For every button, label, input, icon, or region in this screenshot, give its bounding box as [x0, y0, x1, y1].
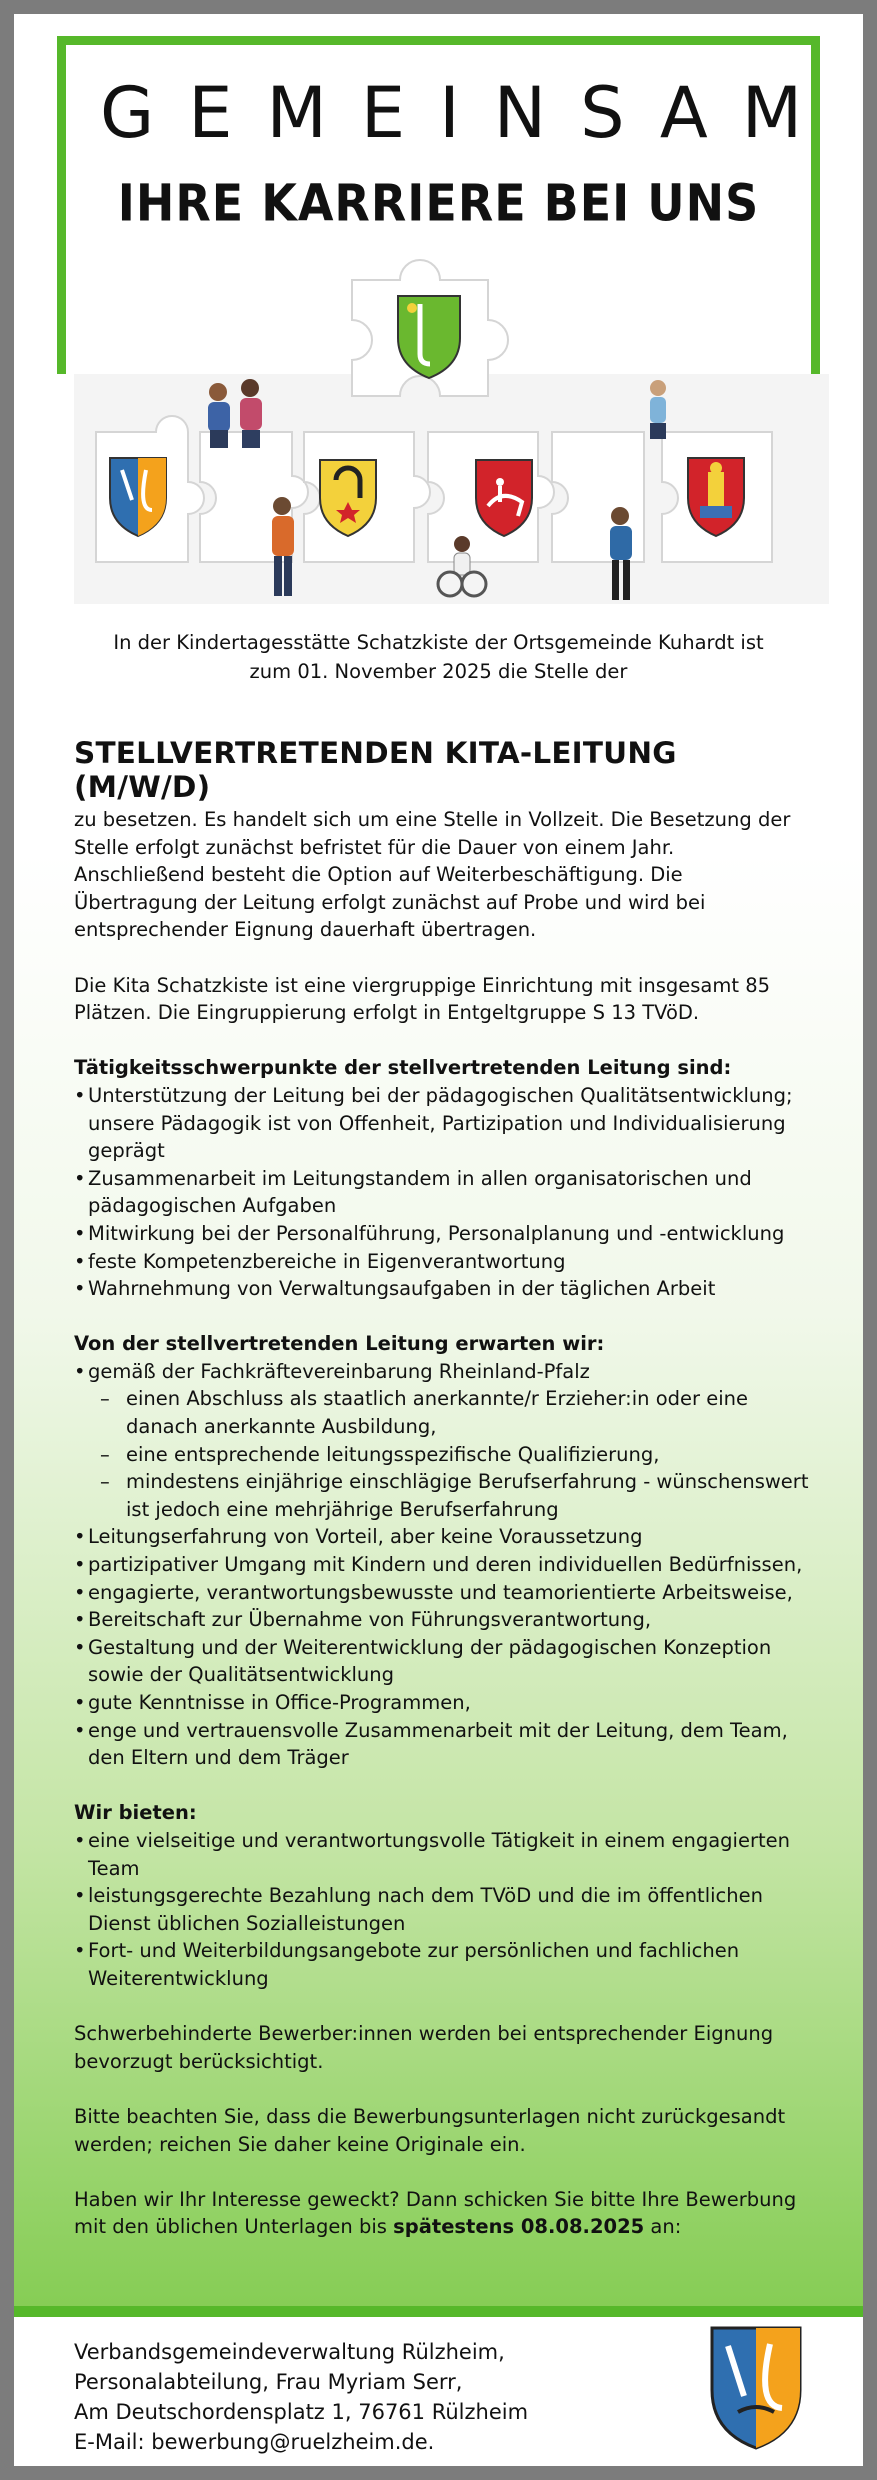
job-advert-page [14, 14, 863, 2466]
apply-note [74, 2186, 809, 2241]
list-item: • gute Kenntnisse in Office-Programmen, [74, 1689, 809, 1717]
list-item: • Leitungserfahrung von Vorteil, aber keine Voraussetzung [74, 1523, 809, 1551]
list-item: • enge und vertrauensvolle Zusammenarbeit mit der Leitung, dem Team, den Eltern und dem Träger [74, 1717, 809, 1772]
intro-line-1: In der Kindertagesstätte Schatzkiste der Ortsgemeinde Kuhardt ist [113, 631, 764, 654]
sublist-item: – einen Abschluss als staatlich anerkannte/r Erzieher:in oder eine danach anerkannte Ausbildung, [88, 1385, 809, 1440]
job-headline: STELLVERTRETENDEN KITA-LEITUNG (M/W/D) [74, 736, 677, 804]
disability-note: Schwerbehinderte Bewerber:innen werden bei entsprechender Eignung bevorzugt berücksichtigt. [74, 2022, 774, 2073]
list-item: • Mitwirkung bei der Personalführung, Personalplanung und -entwicklung [74, 1220, 809, 1248]
contact-email[interactable]: E-Mail: bewerbung@ruelzheim.de. [74, 2430, 435, 2454]
contact-address [74, 2337, 674, 2457]
contact-line-1: Verbandsgemeindeverwaltung Rülzheim, [74, 2340, 505, 2364]
paragraph-kita: Die Kita Schatzkiste ist eine viergruppige Einrichtung mit insgesamt 85 Plätzen. Die Eingruppierung erfolgt in Entgeltgruppe S 13 TVöD. [74, 973, 771, 1025]
list-item: • partizipativer Umgang mit Kindern und deren individuellen Bedürfnissen, [74, 1551, 809, 1579]
footer-divider [14, 2306, 863, 2317]
tasks-list [74, 1082, 809, 1303]
list-item: • Unterstützung der Leitung bei der pädagogischen Qualitätsentwicklung; unsere Pädagogik ist von Offenheit, Partizipation und Individualisierung geprägt [74, 1082, 809, 1165]
page-title: GEMEINSAM [100, 72, 837, 154]
paragraph-position: zu besetzen. Es handelt sich um eine Stelle in Vollzeit. Die Besetzung der Stelle erfolgt zunächst befristet für die Dauer von einem Jahr. Anschließend besteht die Option auf Weiterbeschäftigung. Die Übertragung der Leitung erfolgt zunächst auf Probe und wird bei entsprechender Eignung dauerhaft übertragen. [74, 808, 791, 942]
requirements-sublist [88, 1385, 809, 1523]
puzzle-illustration [32, 244, 845, 624]
apply-suffix: an: [650, 2215, 682, 2239]
requirement-first: gemäß der Fachkräftevereinbarung Rheinland-Pfalz [88, 1359, 590, 1383]
list-item: • engagierte, verantwortungsbewusste und teamorientierte Arbeitsweise, [74, 1579, 809, 1607]
list-item: • Gestaltung und der Weiterentwicklung der pädagogischen Konzeption sowie der Qualitätsentwicklung [74, 1634, 809, 1689]
apply-prefix: Haben wir Ihr Interesse geweckt? Dann schicken Sie bitte Ihre Bewerbung mit den üblichen Unterlagen bis [74, 2187, 797, 2239]
list-item: • Bereitschaft zur Übernahme von Führungsverantwortung, [74, 1606, 809, 1634]
green-frame-top [57, 36, 820, 45]
list-item [74, 1358, 809, 1524]
apply-deadline: spätestens 08.08.2025 [393, 2215, 645, 2239]
list-item: • leistungsgerechte Bezahlung nach dem TVöD und die im öffentlichen Dienst üblichen Sozialleistungen [74, 1882, 809, 1937]
tasks-heading: Tätigkeitsschwerpunkte der stellvertretenden Leitung sind: [74, 1056, 732, 1080]
list-item: • feste Kompetenzbereiche in Eigenverantwortung [74, 1248, 809, 1276]
requirements-heading: Von der stellvertretenden Leitung erwarten wir: [74, 1332, 605, 1356]
job-description [74, 806, 809, 2268]
contact-line-2: Personalabteilung, Frau Myriam Serr, [74, 2370, 463, 2394]
sublist-item: – eine entsprechende leitungsspezifische Qualifizierung, [88, 1441, 809, 1469]
page-subtitle: IHRE KARRIERE BEI UNS [117, 173, 760, 233]
intro-line-2: zum 01. November 2025 die Stelle der [249, 660, 628, 683]
sublist-item: – mindestens einjährige einschlägige Berufserfahrung - wünschenswert ist jedoch eine mehrjährige Berufserfahrung [88, 1468, 809, 1523]
documents-note: Bitte beachten Sie, dass die Bewerbungsunterlagen nicht zurückgesandt werden; reichen Sie daher keine Originale ein. [74, 2104, 786, 2156]
requirements-list [74, 1358, 809, 1772]
list-item: • eine vielseitige und verantwortungsvolle Tätigkeit in einem engagierten Team [74, 1827, 809, 1882]
offer-heading: Wir bieten: [74, 1801, 197, 1825]
list-item: • Fort- und Weiterbildungsangebote zur persönlichen und fachlichen Weiterentwicklung [74, 1937, 809, 1992]
list-item: • Zusammenarbeit im Leitungstandem in allen organisatorischen und pädagogischen Aufgaben [74, 1165, 809, 1220]
offer-list [74, 1827, 809, 1993]
list-item: • Wahrnehmung von Verwaltungsaufgaben in der täglichen Arbeit [74, 1275, 809, 1303]
ruelzheim-crest-icon [708, 2324, 804, 2452]
contact-line-3: Am Deutschordensplatz 1, 76761 Rülzheim [74, 2400, 529, 2424]
intro-text [66, 628, 811, 686]
